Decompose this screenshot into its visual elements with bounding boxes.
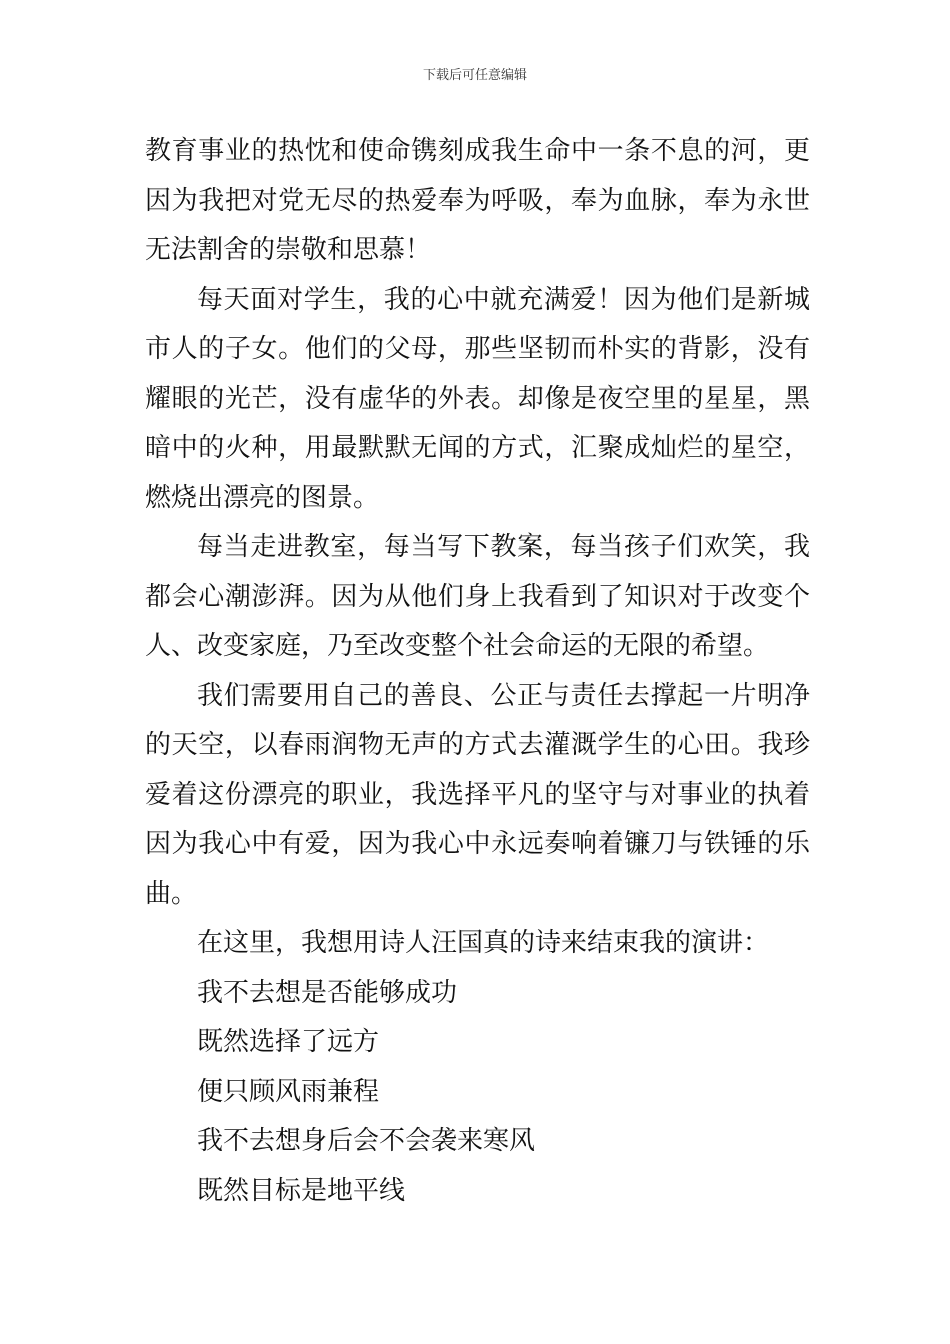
poem-line: 既然目标是地平线: [197, 1175, 406, 1206]
page-header: 下载后可任意编辑: [422, 68, 527, 83]
poem-line: 便只顾风雨兼程: [197, 1076, 380, 1107]
paragraph-continuation: 教育事业的热忱和使命镌刻成我生命中一条不息的河，更因为我把对党无尽的热爱奉为呼吸，奉为血脉，奉为永世无法割舍的崇敬和思慕！: [145, 136, 810, 265]
poem-line: 我不去想是否能够成功: [197, 977, 458, 1008]
document-body: [145, 127, 810, 1216]
poem-line: 既然选择了远方: [197, 1027, 380, 1057]
paragraph: 每当走进教室，每当写下教案，每当孩子们欢笑，我都会心潮澎湃。因为从他们身上我看到了知识对于改变个人、改变家庭，乃至改变整个社会命运的无限的希望。: [145, 532, 810, 661]
paragraph: 我们需要用自己的善良、公正与责任去撑起一片明净的天空，以春雨润物无声的方式去灌溉学生的心田。我珍爱着这份漂亮的职业，我选择平凡的坚守与对事业的执着因为我心中有爱，因为我心中永远奏响着镰刀与铁锤的乐曲。: [145, 680, 810, 909]
paragraph-poem-intro: 在这里，我想用诗人汪国真的诗来结束我的演讲：: [197, 928, 770, 958]
paragraph: 每天面对学生，我的心中就充满爱！因为他们是新城市人的子女。他们的父母，那些坚韧而朴实的背影，没有耀眼的光芒，没有虚华的外表。却像是夜空里的星星，黑暗中的火种，用最默默无闻的方式，汇聚成灿烂的星空，燃烧出漂亮的图景。: [145, 284, 810, 513]
poem-line: 我不去想身后会不会袭来寒风: [197, 1126, 536, 1156]
